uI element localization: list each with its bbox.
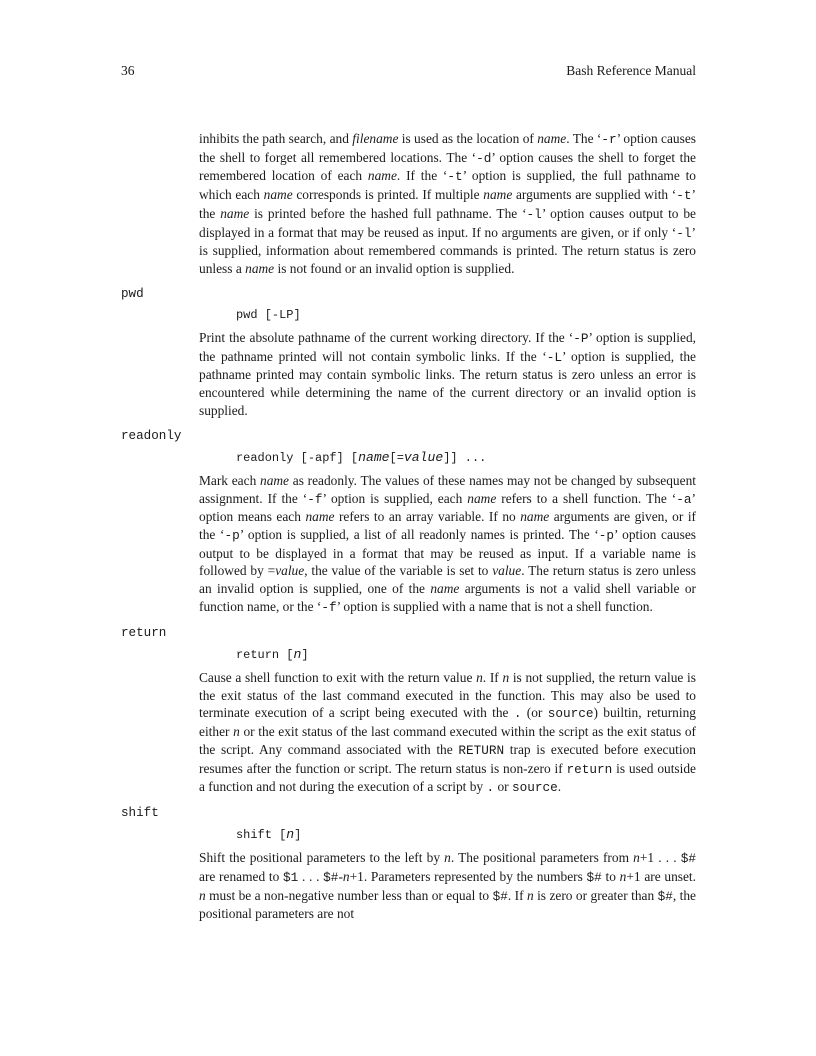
entry-name: readonly — [121, 428, 182, 443]
intro-paragraph: inhibits the path search, and filename is used as the location of name. The ‘-r’ option causes the shell to forget all remembered locations. The ‘-d’ option causes the shell to forget the remembered location of each name. If the ‘-t’ option is supplied, the full pathname to which each name corresponds is printed. If multiple name arguments are supplied with ‘-t’ the name is printed before the hashed full pathname. The ‘-l’ option causes output to be displayed in a format that may be reused as input. If no arguments are given, or if only ‘-l’ is supplied, information about remembered commands is printed. The return status is zero unless a name is not found or an invalid option is supplied. — [199, 131, 696, 276]
entry-synopsis: pwd [-LP] — [236, 307, 301, 322]
header-title: Bash Reference Manual — [566, 63, 696, 78]
builtin-entry-return — [121, 625, 696, 797]
entry-synopsis: readonly [-apf] [name[=value]] ... — [236, 449, 487, 465]
builtin-entry-shift — [121, 805, 696, 923]
entry-synopsis: shift [n] — [236, 827, 302, 843]
entry-name: pwd — [121, 286, 144, 301]
entry-synopsis: return [n] — [236, 646, 309, 662]
running-header — [121, 63, 696, 79]
builtin-entry-readonly — [121, 428, 696, 617]
entry-body: Shift the positional parameters to the left by n. The positional parameters from n+1 . . . $# are renamed to $1 . . . $#-n+1. Parameters represented by the numbers $# to n+1 are unset. n must be a non-negative number less than or equal to $#. If n is zero or greater than $#, the positional parameters are not — [199, 850, 696, 922]
entry-name: shift — [121, 805, 159, 820]
entry-body: Mark each name as readonly. The values of these names may not be changed by subsequent assignment. If the ‘-f’ option is supplied, each name refers to a shell function. The ‘-a’ option means each name refers to an array variable. If no name arguments are given, or if the ‘-p’ option is supplied, a list of all readonly names is printed. The ‘-p’ option causes output to be displayed in a format that may be reused as input. If a variable name is followed by =value, the value of the variable is set to value. The return status is zero unless an invalid option is supplied, one of the name arguments is not a valid shell variable or function name, or the ‘-f’ option is supplied with a name that is not a shell function. — [199, 472, 696, 615]
page-content — [121, 130, 696, 923]
builtin-entry-pwd — [121, 286, 696, 420]
page-number: 36 — [121, 63, 135, 78]
entry-body: Cause a shell function to exit with the return value n. If n is not supplied, the return value is the exit status of the last command executed in the function. This may also be used to terminate execution of a script being executed with the . (or source) builtin, returning either n or the exit status of the last command executed within the script as the exit status of the script. Any command associated with the RETURN trap is executed before execution resumes after the function or script. The return status is non-zero if return is used outside a function and not during the execution of a script by . or source. — [199, 669, 697, 796]
entry-name: return — [121, 625, 167, 640]
entry-body: Print the absolute pathname of the current working directory. If the ‘-P’ option is supplied, the pathname printed will not contain symbolic links. If the ‘-L’ option is supplied, the pathname printed may contain symbolic links. The return status is zero unless an error is encountered while determining the name of the current directory or an invalid option is supplied. — [199, 330, 697, 418]
